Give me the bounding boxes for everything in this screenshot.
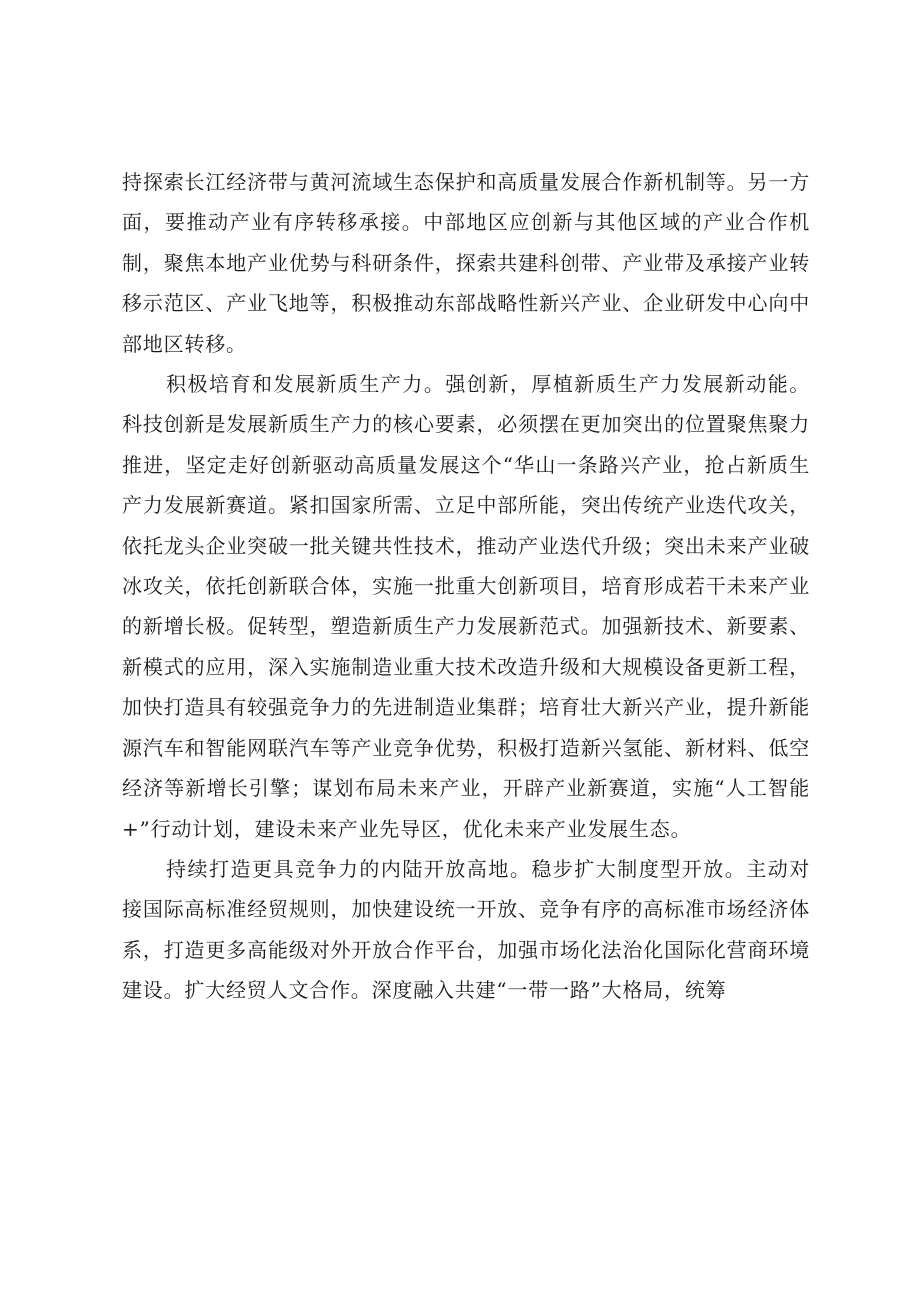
paragraph-new-quality-productivity: 积极培育和发展新质生产力。强创新，厚植新质生产力发展新动能。科技创新是发展新质生产力的核心要素，必须摆在更加突出的位置聚焦聚力推进，坚定走好创新驱动高质量发展这个“华山一条路兴产业，抢占新质生产力发展新赛道。紧扣国家所需、立足中部所能，突出传统产业迭代攻关，依托龙头企业突破一批关键共性技术，推动产业迭代升级；突出未来产业破冰攻关，依托创新联合体，实施一批重大创新项目，培育形成若干未来产业的新增长极。促转型，塑造新质生产力发展新范式。加强新技术、新要素、新模式的应用，深入实施制造业重大技术改造升级和大规模设备更新工程，加快打造具有较强竞争力的先进制造业集群；培育壮大新兴产业，提升新能源汽车和智能网联汽车等产业竞争优势，积极打造新兴氢能、新材料、低空经济等新增长引擎；谋划布局未来产业，开辟产业新赛道，实施“人工智能+”行动计划，建设未来产业先导区，优化未来产业发展生态。 [122, 372, 810, 841]
paragraph-inland-opening: 持续打造更具竞争力的内陆开放高地。稳步扩大制度型开放。主动对接国际高标准经贸规则，加快建设统一开放、竞争有序的高标准市场经济体系，打造更多高能级对外开放合作平台，加强市场化法治化国际化营商环境建设。扩大经贸人文合作。深度融入共建“一带一路”大格局，统筹 [122, 856, 810, 1003]
body-text [122, 162, 810, 1011]
paragraph-continuation: 持探索长江经济带与黄河流域生态保护和高质量发展合作新机制等。另一方面，要推动产业有序转移承接。中部地区应创新与其他区域的产业合作机制，聚焦本地产业优势与科研条件，探索共建科创带、产业带及承接产业转移示范区、产业飞地等，积极推动东部战略性新兴产业、企业研发中心向中部地区转移。 [122, 170, 810, 356]
